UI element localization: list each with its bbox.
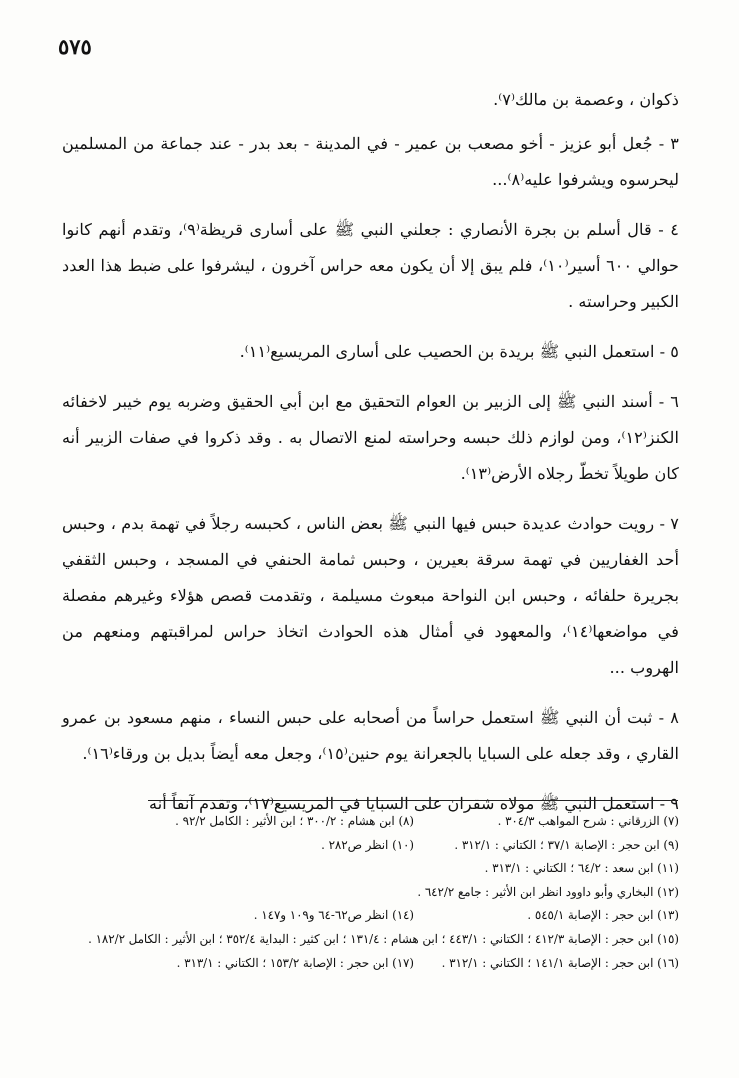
paragraph-8: ٩ - استعمل النبي ﷺ مولاه شقران على السبايا في المريسيع⁽١٧⁾، وتقدم آنفاً أنه [149, 794, 679, 813]
footnotes [62, 810, 679, 975]
footnote-12: (١٢) البخاري وأبو داوود انظر ابن الأثير : جامع ٦٤٢/٢ . [417, 884, 679, 899]
paragraph-3: ٤ - قال أسلم بن بجرة الأنصاري : جعلني النبي ﷺ على أسارى قريظة⁽٩⁾، وتقدم أنهم كانوا حوالي ٦٠٠ أسير⁽١٠⁾، فلم يبق إلا أن يكون معه حراس آخرون ، ليشرفوا على ضبط هذا العدد الكبير وحراسته . [62, 220, 680, 311]
footnote-17: (١٧) ابن حجر : الإصابة ١٥٣/٢ ؛ الكتاني : ٣١٣/١ . [176, 955, 414, 970]
footnote-15: (١٥) ابن حجر : الإصابة ٤١٢/٣ ؛ الكتاني : ٤٤٣/١ ؛ ابن هشام : ١٣١/٤ ؛ ابن كثير : البداية ٣٥٢/٤ ؛ ابن الأثير : الكامل ١٨٢/٢ . [88, 931, 679, 946]
footnote-13: (١٣) ابن حجر : الإصابة ٥٤٥/١ . [527, 908, 679, 923]
footnote-separator [148, 800, 678, 801]
paragraph-1: ذكوان ، وعصمة بن مالك⁽٧⁾. [493, 90, 679, 109]
footnote-row [62, 904, 679, 928]
paragraph-6: ٧ - رويت حوادث عديدة حبس فيها النبي ﷺ بعض الناس ، كحبسه رجلاً في تهمة بدم ، وحبس أحد الغفاريين في تهمة سرقة بعيرين ، وحبس ثمامة الحنفي في المسجد ، وحبس الثقفي بجريرة حلفائه ، وحبس ابن النواحة مبعوث مسيلمة ، وتقدمت قصص هؤلاء وغيرهم مفصلة في مواضعها⁽١٤⁾، والمعهود في أمثال هذه الحوادث اتخاذ حراس لمراقبتهم ومنعهم من الهروب ... [62, 514, 679, 677]
footnote-8: (٨) ابن هشام : ٣٠٠/٢ ؛ ابن الأثير : الكامل ٩٢/٢ . [175, 814, 414, 828]
footnote-11: (١١) ابن سعد : ٦٤/٢ ؛ الكتاني : ٣١٣/١ . [484, 861, 679, 876]
footnote-9: (٩) ابن حجر : الإصابة ٣٧/١ ؛ الكتاني : ٣١٢/١ . [454, 837, 679, 852]
footnote-row [62, 810, 679, 834]
footnote-7: (٧) الزرقاني : شرح المواهب ٣٠٤/٣ . [497, 814, 679, 828]
footnote-row [62, 857, 679, 881]
footnote-row [62, 952, 679, 976]
paragraph-7: ٨ - ثبت أن النبي ﷺ استعمل حراساً من أصحابه على حبس النساء ، منهم مسعود بن عمرو القاري ، وقد جعله على السبايا بالجعرانة يوم حنين⁽١٥⁾، وجعل معه أيضاً بديل بن ورقاء⁽١٦⁾. [62, 708, 679, 763]
paragraph-2: ٣ - جُعل أبو عزيز - أخو مصعب بن عمير - في المدينة - بعد بدر - عند جماعة من المسلمين ليحرسوه ويشرفوا عليه⁽٨⁾... [62, 134, 679, 189]
footnote-row [62, 881, 679, 905]
footnote-row [62, 834, 679, 858]
footnote-16: (١٦) ابن حجر : الإصابة ١٤١/١ ؛ الكتاني : ٣١٢/١ . [441, 955, 679, 970]
footnote-row [62, 928, 679, 952]
paragraph-5: ٦ - أسند النبي ﷺ إلى الزبير بن العوام التحقيق مع ابن أبي الحقيق وضربه يوم خيبر لاخفائه الكنز⁽١٢⁾، ومن لوازم ذلك حبسه وحراسته لمنع الاتصال به . وقد ذكروا في صفات الزبير أنه كان طويلاً تخطّ رجلاه الأرض⁽١٣⁾. [62, 392, 679, 483]
page-number: ٥٧٥ [58, 34, 92, 59]
body-text [62, 82, 679, 836]
footnote-14: (١٤) انظر ص٦٢-٦٤ و١٠٩ و١٤٧ . [253, 908, 414, 923]
footnote-10: (١٠) انظر ص٢٨٢ . [321, 837, 414, 852]
paragraph-4: ٥ - استعمل النبي ﷺ بريدة بن الحصيب على أسارى المريسيع⁽١١⁾. [239, 342, 679, 361]
